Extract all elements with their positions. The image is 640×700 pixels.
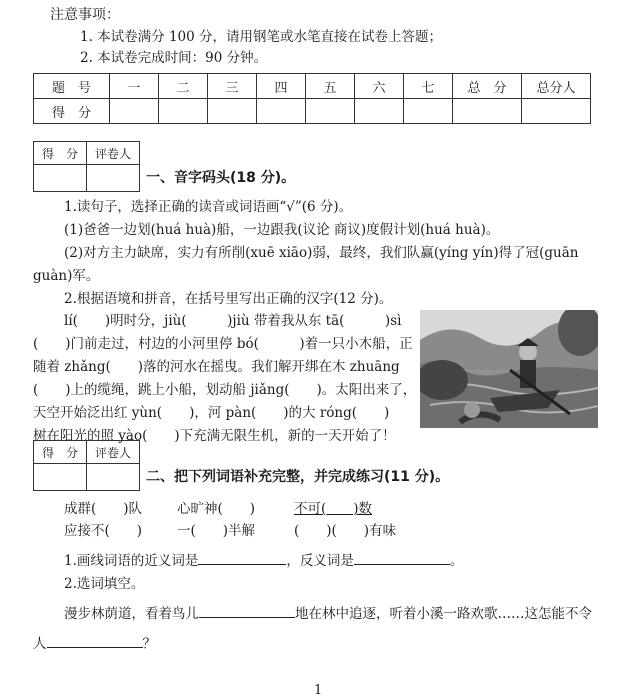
q2-line: 随着 zhǎng( )落的河水在摇曳。我们解开绑在木 zhuāng — [33, 359, 400, 375]
score-header-cell: 一 — [110, 74, 159, 99]
score-header-cell: 总 分 — [453, 74, 522, 99]
synonym-question — [64, 549, 463, 569]
score-row-label: 得 分 — [34, 99, 110, 124]
q1-prompt: 1.读句子，选择正确的读音或词语画“√”(6 分)。 — [64, 199, 353, 215]
score-header-cell: 题 号 — [34, 74, 110, 99]
synonym-blank[interactable] — [198, 564, 286, 565]
synonym-prompt: 1.画线词语的近义词是 — [64, 553, 199, 569]
q1-sentence-2b: guàn)军。 — [33, 268, 100, 284]
section2-title: 二、把下列词语补充完整，并完成练习(11 分)。 — [146, 469, 450, 485]
q1-sentence-2a: (2)对方主力缺席，实力有所削(xuē xiāo)弱，最终，我们队赢(yíng yín)得了冠(guān — [64, 245, 579, 261]
q2-line: ( )上的缆绳，跳上小船，划动船 jiǎng( )。太阳出来了， — [33, 382, 417, 398]
section1-title: 一、音字码头(18 分)。 — [146, 170, 296, 186]
fill-sentence-d: ？ — [142, 636, 156, 652]
grader-score-label: 得 分 — [34, 142, 87, 165]
score-cell[interactable] — [208, 99, 257, 124]
score-header-cell: 七 — [404, 74, 453, 99]
q2-line: 树在阳光的照 yào( )下充满无限生机，新的一天开始了！ — [33, 428, 396, 444]
grader-box — [33, 440, 140, 491]
score-header-cell: 五 — [306, 74, 355, 99]
word-item: 一( )半解 — [177, 523, 256, 539]
notice-title: 注意事项： — [50, 7, 120, 23]
fill-sentence-a: 漫步林荫道，看着鸟儿 — [64, 606, 199, 622]
fill-blank-1[interactable] — [199, 617, 295, 618]
fill-sentence-c: 人 — [33, 636, 47, 652]
score-cell[interactable] — [522, 99, 591, 124]
q1-sentence-1: (1)爸爸一边划(huá huà)船，一边跟我(议论 商议)度假计划(huá huà)。 — [64, 222, 500, 238]
q2-line: 天空开始泛出红 yùn( )，河 pàn( )的大 róng( ) — [33, 405, 390, 421]
synonym-end: 。 — [449, 553, 464, 569]
score-header-cell: 四 — [257, 74, 306, 99]
score-header-cell: 三 — [208, 74, 257, 99]
grader-reviewer-label: 评卷人 — [87, 142, 140, 165]
score-cell[interactable] — [257, 99, 306, 124]
q2-prompt: 2.根据语境和拼音，在括号里写出正确的汉字(12 分)。 — [64, 291, 393, 307]
grader-reviewer-cell[interactable] — [87, 165, 140, 192]
q2-line: lí( )明时分，jiù( )jiù 带着我从东 tā( )sì — [64, 313, 402, 329]
word-item-underlined: 不可( )数 — [294, 501, 373, 517]
grader-score-cell[interactable] — [34, 464, 87, 491]
score-table-value-row — [34, 99, 591, 124]
notice-item-1: 1. 本试卷满分 100 分，请用钢笔或水笔直接在试卷上答题； — [80, 29, 443, 45]
grader-reviewer-label: 评卷人 — [87, 441, 140, 464]
fill-sentence-b: 地在林中追逐，听着小溪一路欢歌……这怎能不令 — [295, 606, 592, 622]
fill-question-prompt: 2.选词填空。 — [64, 576, 145, 592]
grader-reviewer-cell[interactable] — [87, 464, 140, 491]
score-table — [33, 73, 591, 124]
score-header-cell: 六 — [355, 74, 404, 99]
notice-item-2: 2. 本试卷完成时间：90 分钟。 — [80, 50, 268, 66]
score-cell[interactable] — [110, 99, 159, 124]
grader-score-cell[interactable] — [34, 165, 87, 192]
score-cell[interactable] — [355, 99, 404, 124]
grader-box — [33, 141, 140, 192]
boat-river-illustration — [420, 310, 598, 428]
score-header-cell: 二 — [159, 74, 208, 99]
fill-sentence-line2 — [33, 632, 156, 652]
grader-score-label: 得 分 — [34, 441, 87, 464]
word-item: 成群( )队 — [64, 501, 143, 517]
score-cell[interactable] — [306, 99, 355, 124]
page-number: 1 — [314, 683, 323, 698]
antonym-prompt: ，反义词是 — [286, 553, 354, 569]
score-cell[interactable] — [404, 99, 453, 124]
word-item: 心旷神( ) — [177, 501, 256, 517]
q2-line: ( )门前走过，村边的小河里停 bó( )着一只小木船，正 — [33, 336, 413, 352]
fill-sentence-line1 — [64, 602, 592, 622]
score-cell[interactable] — [453, 99, 522, 124]
score-cell[interactable] — [159, 99, 208, 124]
word-item: ( )( )有味 — [294, 523, 397, 539]
score-header-cell: 总分人 — [522, 74, 591, 99]
score-table-header-row — [34, 74, 591, 99]
word-item: 应接不( ) — [64, 523, 143, 539]
illustration-svg — [420, 310, 598, 428]
fill-blank-2[interactable] — [47, 647, 143, 648]
antonym-blank[interactable] — [354, 564, 450, 565]
